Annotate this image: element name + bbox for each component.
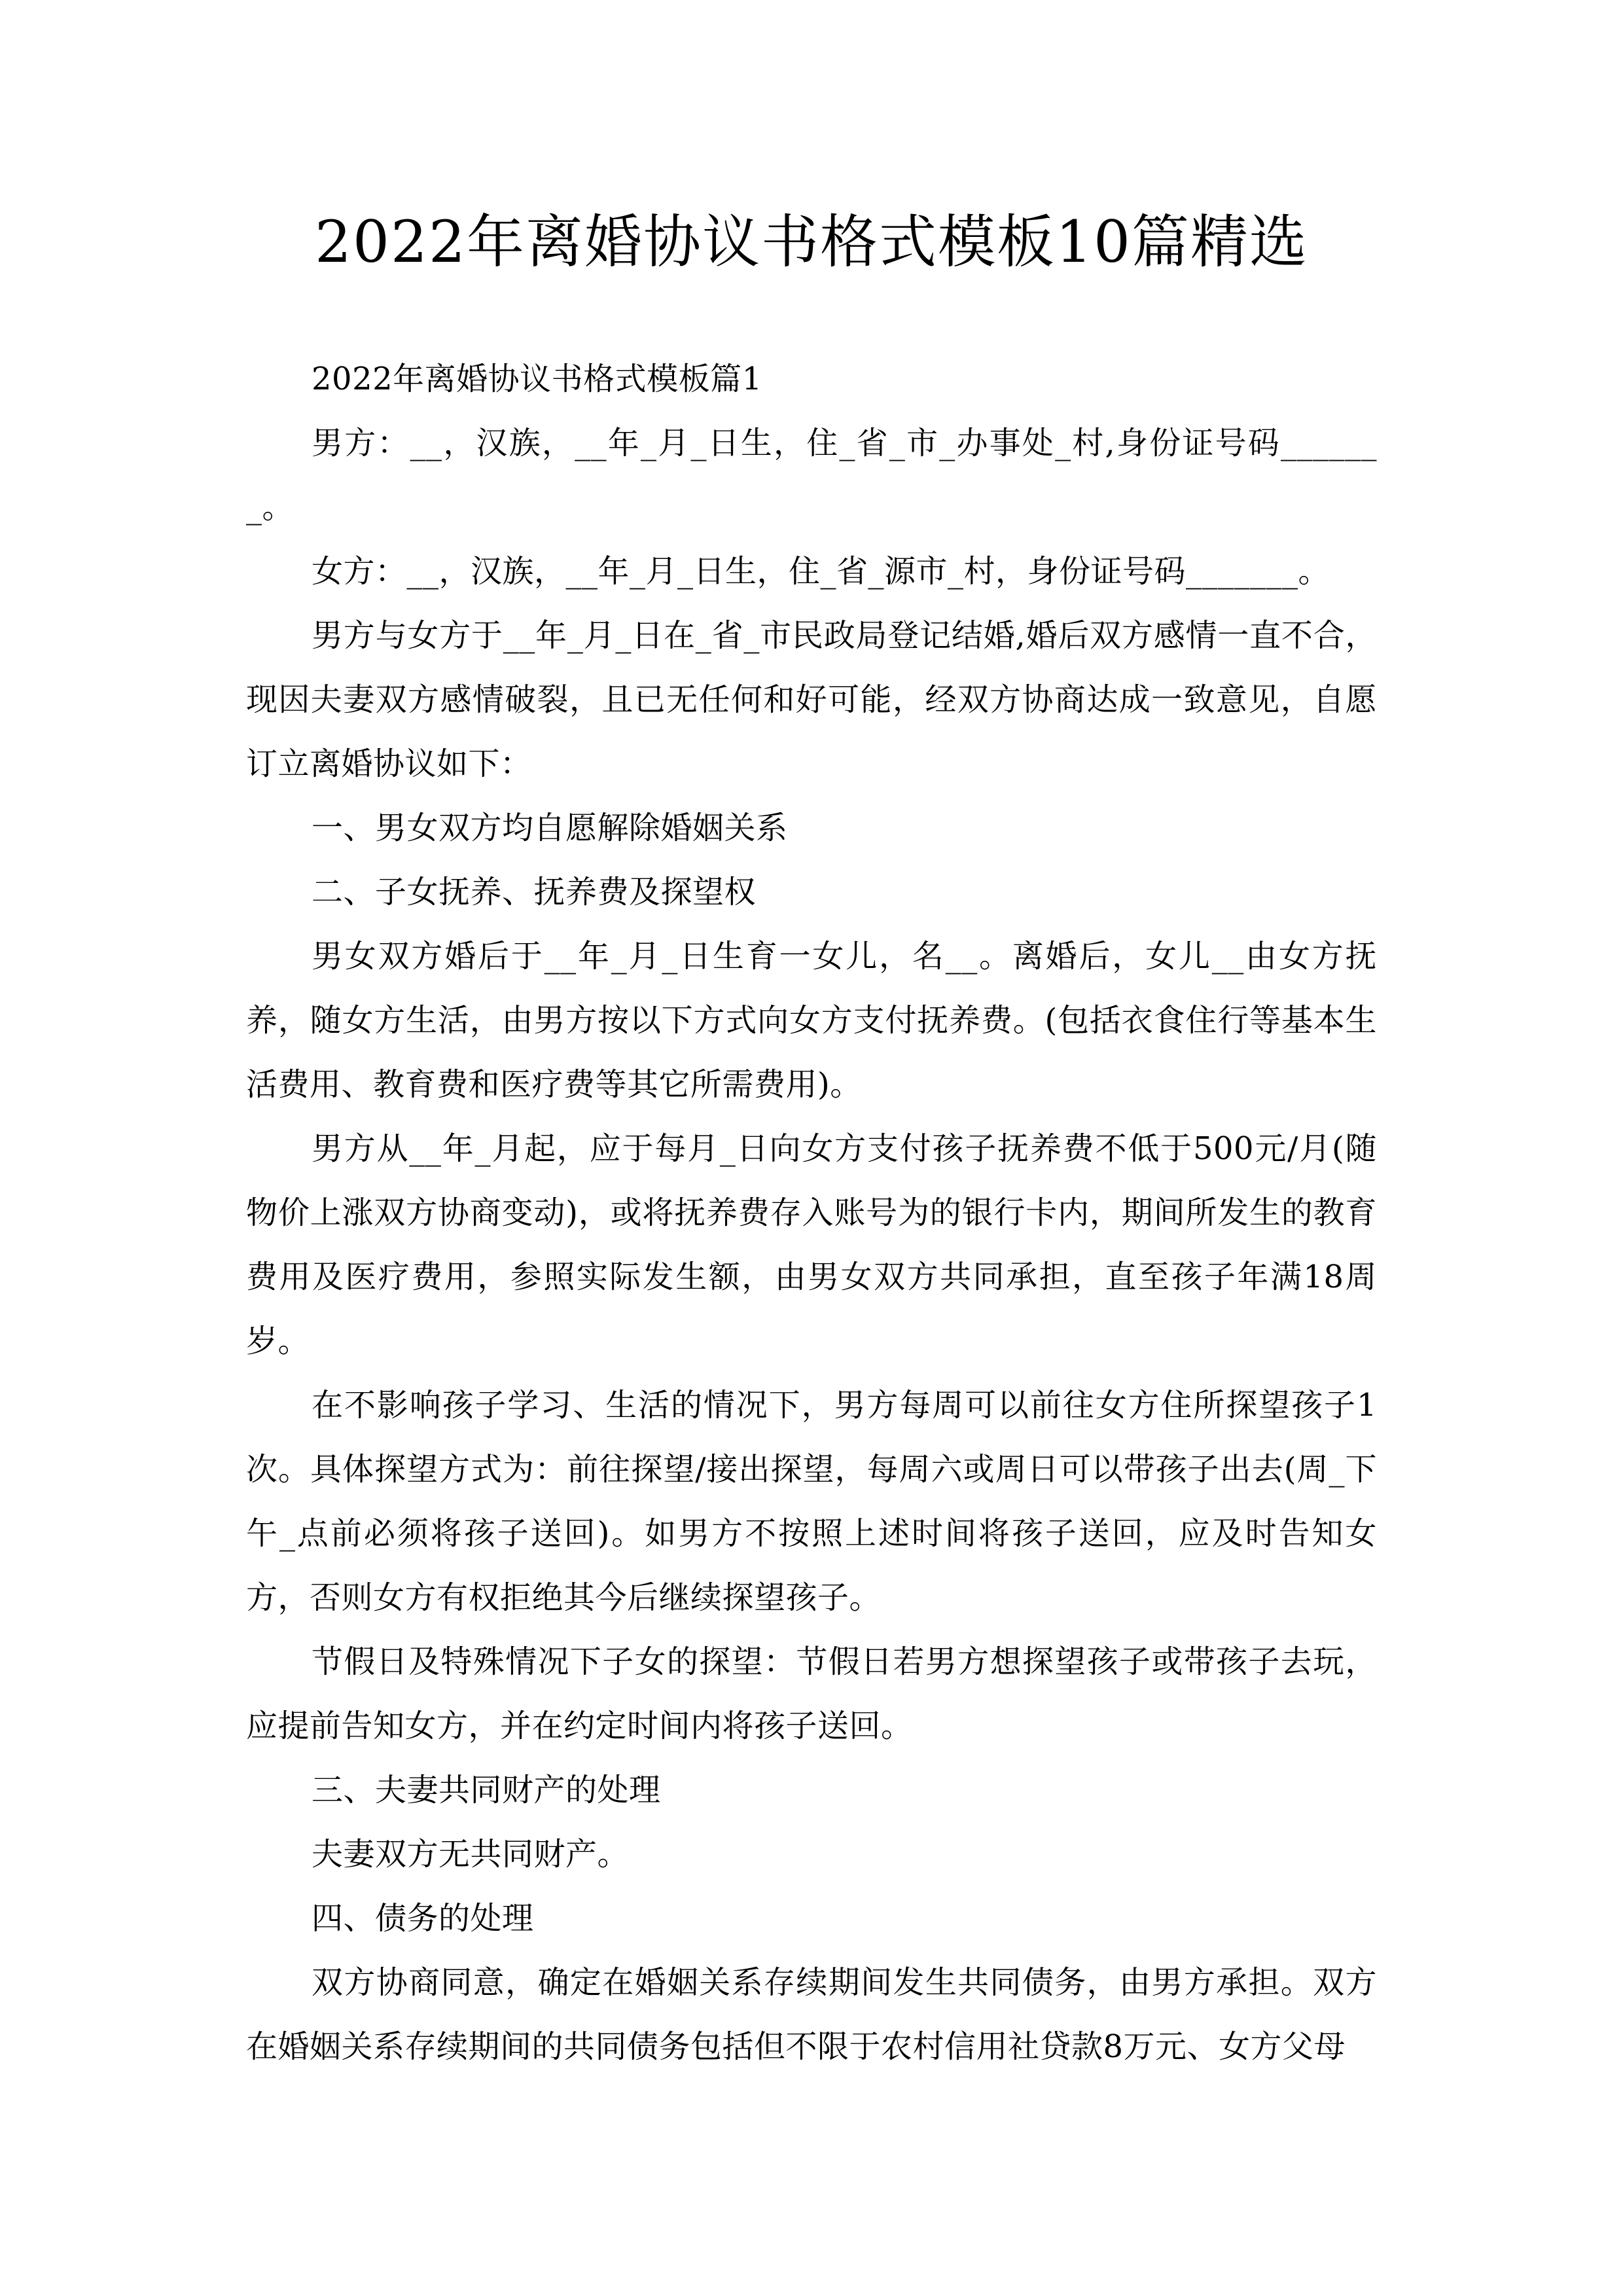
child-custody-paragraph: 男女双方婚后于__年_月_日生育一女儿，名__。离婚后，女儿__由女方抚养，随女方生活，由男方按以下方式向女方支付抚养费。(包括衣食住行等基本生活费用、教育费和医疗费等其它所需费用)。 [246,938,1377,1103]
visitation-paragraph: 在不影响孩子学习、生活的情况下，男方每周可以前往女方住所探望孩子1次。具体探望方式为：前往探望/接出探望，每周六或周日可以带孩子出去(周_下午_点前必须将孩子送回)。如男方不按照上述时间将孩子送回，应及时告知女方，否则女方有权拒绝其今后继续探望孩子。 [246,1387,1377,1616]
marriage-background-paragraph: 男方与女方于__年_月_日在_省_市民政局登记结婚,婚后双方感情一直不合，现因夫妻双方感情破裂，且已无任何和好可能，经双方协商达成一致意见，自愿订立离婚协议如下： [246,617,1377,782]
clause-heading-3: 三、夫妻共同财产的处理 [312,1772,661,1808]
clause-heading-2: 二、子女抚养、抚养费及探望权 [312,874,757,910]
section-subheading: 2022年离婚协议书格式模板篇1 [312,361,762,397]
clause-heading-4: 四、债务的处理 [312,1900,534,1937]
child-support-paragraph: 男方从__年_月起，应于每月_日向女方支付孩子抚养费不低于500元/月(随物价上涨双方协商变动)，或将抚养费存入账号为的银行卡内，期间所发生的教育费用及医疗费用，参照实际发生额，由男女双方共同承担，直至孩子年满18周岁。 [246,1130,1377,1359]
female-party-info: 女方：__，汉族，__年_月_日生，住_省_源市_村，身份证号码_______。 [312,553,1330,590]
debt-paragraph: 双方协商同意，确定在婚姻关系存续期间发生共同债务，由男方承担。双方在婚姻关系存续期间的共同债务包括但不限于农村信用社贷款8万元、女方父母 [246,1964,1377,2065]
clause-heading-1: 一、男女双方均自愿解除婚姻关系 [312,810,788,846]
property-paragraph: 夫妻双方无共同财产。 [312,1836,630,1873]
holiday-visitation-paragraph: 节假日及特殊情况下子女的探望：节假日若男方想探望孩子或带孩子去玩，应提前告知女方，并在约定时间内将孩子送回。 [246,1643,1377,1744]
document-title: 2022年离婚协议书格式模板10篇精选 [315,208,1308,276]
document-body [246,347,1377,2079]
male-party-info: 男方：__，汉族，__年_月_日生，住_省_市_办事处_村,身份证号码_______。 [246,425,1377,526]
